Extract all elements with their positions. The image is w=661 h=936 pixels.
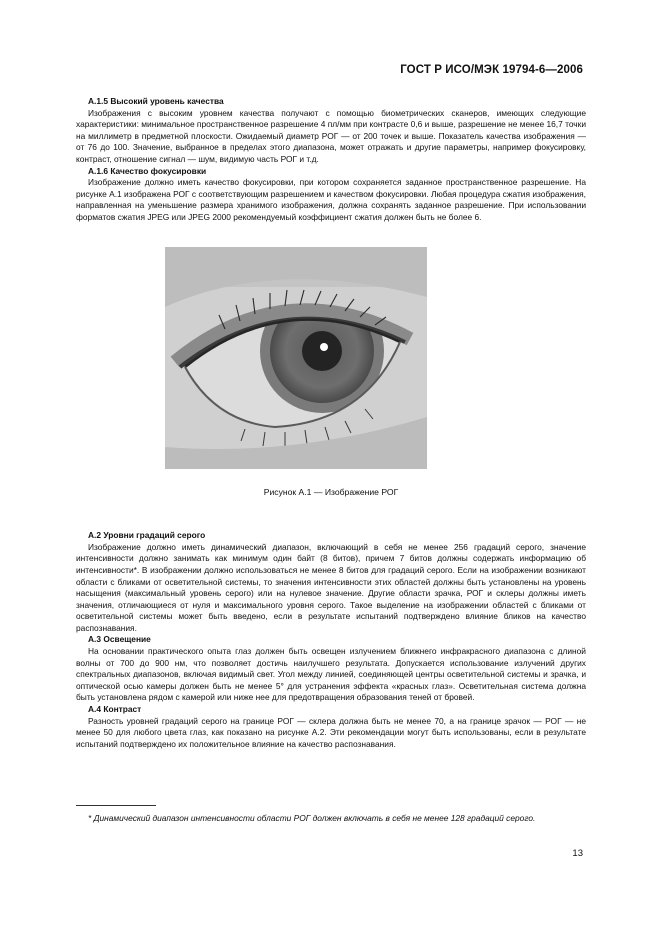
paragraph-focus-quality: Изображение должно иметь качество фокусировки, при котором сохраняется заданное пространственное разрешение. На рисунке А.1 изображена РОГ с соответствующим разрешением и качеством фокусировки. Любая процедура сжатия изображения, направленная на уменьшение размера хранимого изображения, должна сохранять заданное разрешение. При использовании форматов сжатия JPEG или JPEG 2000 рекомендуемый коэффициент сжатия должен быть не более 6. — [76, 177, 586, 222]
paragraph-contrast: Разность уровней градаций серого на границе РОГ — склера должна быть не менее 70, а на границе зрачок — РОГ — не менее 50 для любого цвета глаз, как показано на рисунке А.2. Эти рекомендации могут быть использованы, если в результате испытаний подтверждено их положительное влияние на качество распознавания. — [76, 715, 586, 749]
footnote-divider — [76, 805, 156, 806]
paragraph-gray-levels: Изображение должно иметь динамический диапазон, включающий в себя не менее 256 градаций серого, значение интенсивности должно занимать как минимум один байт (8 битов), причем 7 битов должны содержать информацию об интенсивности*. В изображении должно использоваться не менее 8 битов для градаций серого. Если на изображении возникают области с бликами от осветительной системы, то значения интенсивности этих областей должны быть установлены на уровень насыщения (максимальный уровень серого) или на нулевое значение. Другие области зрачка, РОГ и склеры должны иметь значения, отличающиеся от нуля и максимального уровня серого. Такое выделение на изображении областей с бликами от осветительной системы может быть введено, если в результате испытаний подтверждено влияние бликов на качество распознавания. — [76, 541, 586, 633]
footnote — [76, 813, 586, 825]
paragraph-high-quality: Изображения с высоким уровнем качества получают с помощью биометрических сканеров, имеющих следующие характеристики: минимальное пространственное разрешение 4 пл/мм при контрасте 0,6 и выше, разрешение не менее 16,7 точки на миллиметр в предметной плоскости. Ожидаемый диаметр РОГ — от 200 точек и выше. Показатель качества изображения — от 76 до 100. Значение, выбранное в пределах этого диапазона, может отражать и другие параметры, например фокусировку, контраст, отношение сигнал — шум, видимую часть РОГ и т.д. — [76, 107, 586, 164]
standard-id-header: ГОСТ Р ИСО/МЭК 19794-6—2006 — [400, 64, 583, 76]
paragraph-illumination: На основании практического опыта глаз должен быть освещен излучением ближнего инфракрасного диапазона с длиной волны от 700 до 900 нм, что позволяет достичь наилучшего результата. Допускается использование излучений других спектральных диапазонов, включая видимый свет. Угол между линией, соединяющей центры осветительной системы и зрачка, и оптической осью камеры должен быть не менее 5° для устранения эффекта «красных глаз». Осветительная система должна быть установлена рядом с камерой или ниже нее для предотвращения образования теней от бровей. — [76, 646, 586, 703]
figure-caption: Рисунок А.1 — Изображение РОГ — [263, 486, 399, 497]
document-body — [76, 96, 586, 750]
eye-illustration — [165, 247, 427, 469]
section-title-contrast: А.4 Контраст — [88, 704, 142, 715]
section-title-high-quality: А.1.5 Высокий уровень качества — [88, 96, 224, 106]
section-title-focus-quality: А.1.6 Качество фокусировки — [88, 165, 207, 176]
iris-figure-image — [165, 247, 427, 469]
footnote-text: * Динамический диапазон интенсивности области РОГ должен включать в себя не менее 128 градаций серого. — [88, 813, 536, 823]
page-number: 13 — [572, 848, 583, 859]
section-title-gray-levels: А.2 Уровни градаций серого — [88, 530, 206, 541]
section-title-illumination: А.3 Освещение — [88, 634, 151, 645]
